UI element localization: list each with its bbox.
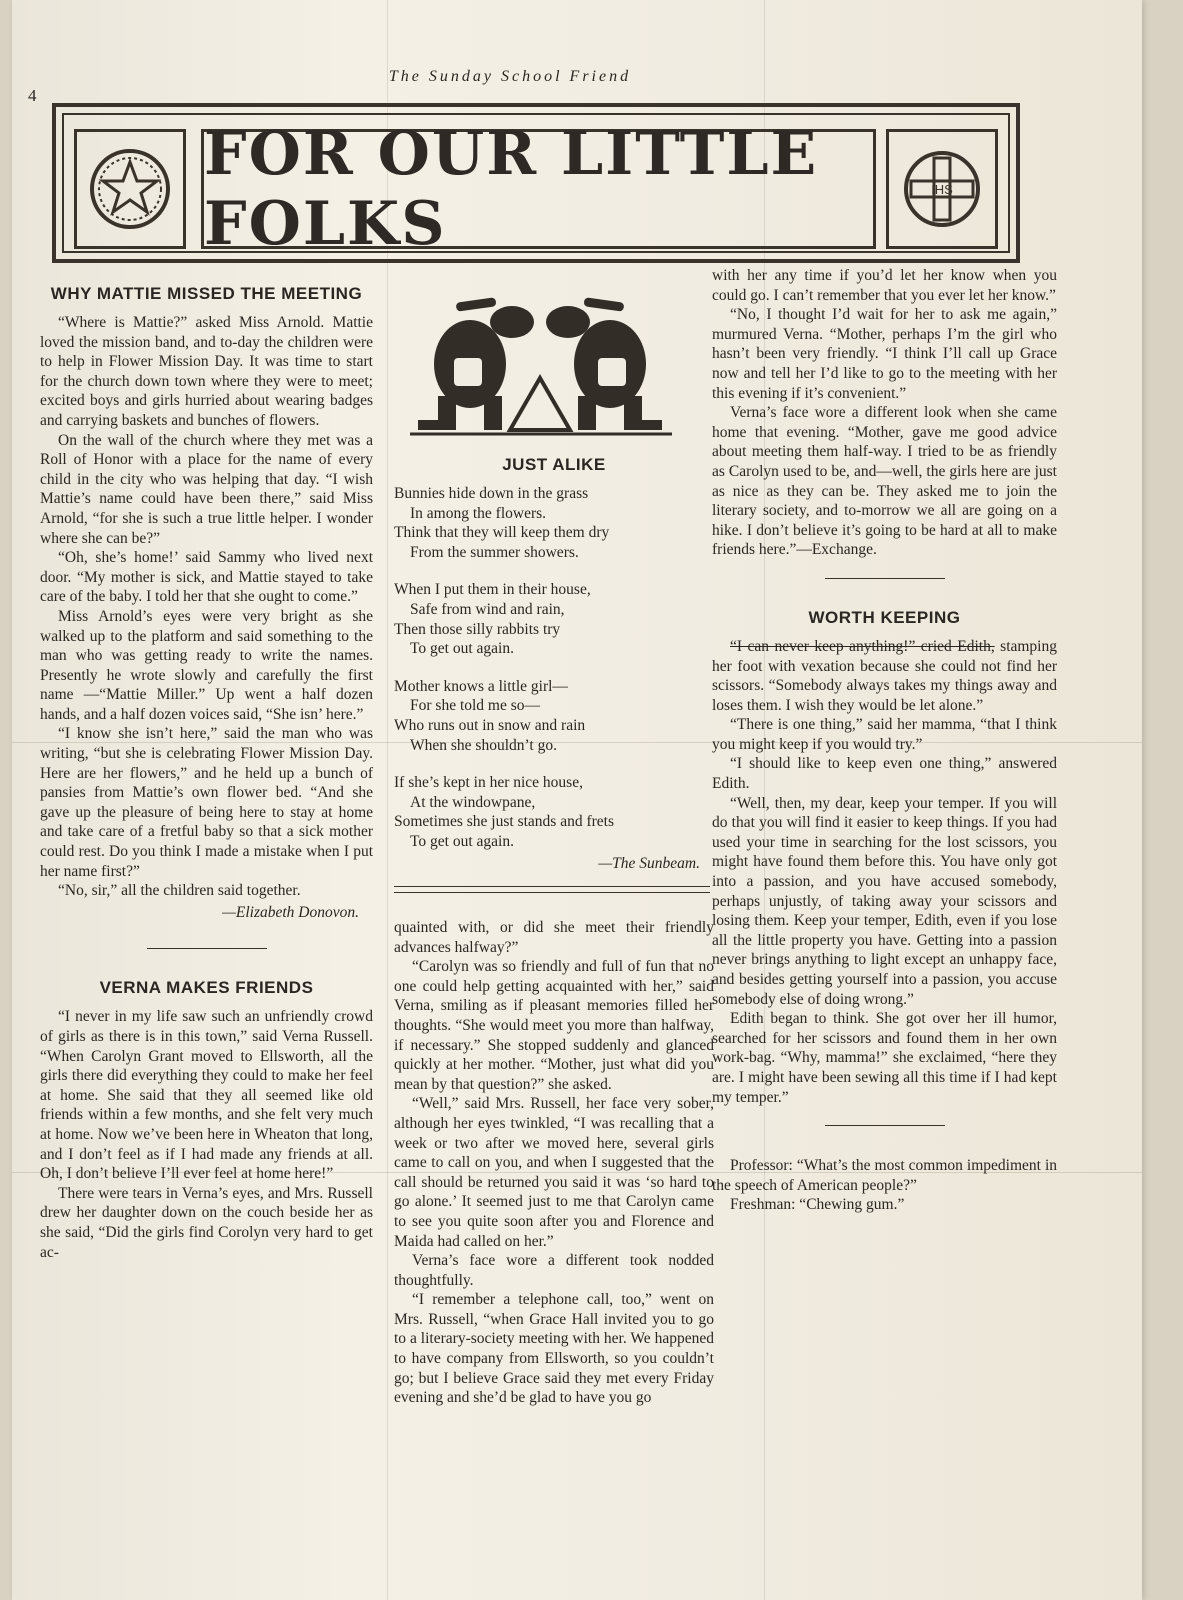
poem-line: Think that they will keep them dry: [394, 524, 610, 542]
poem-line: From the summer showers.: [410, 543, 579, 561]
poem-line: Bunnies hide down in the grass: [394, 485, 589, 502]
paragraph: Miss Arnold’s eyes were very bright as she walked up to the platform and said something to the man who was getting ready to write the names. Presently he wrote slowly and carefully the first name —“Mattie Miller.” Up went a half dozen hands, and a half dozen voices said, “She isn’ here.”: [40, 607, 373, 723]
paragraph: “I remember a telephone call, too,” went on Mrs. Russell, “when Grace Hall invited you to go to a literary-society meeting with her. We happened to have company from Ellsworth, so you couldn’t go; but I believe Grace said they met every Friday evening and she’d be glad to have you go: [394, 1291, 714, 1407]
column-2-continuation: [394, 918, 714, 1408]
paragraph: There were tears in Verna’s eyes, and Mrs. Russell drew her daughter down on the couch beside her as she said, “Did the girls find Corolyn very hard to get ac-: [40, 1184, 373, 1261]
column-3: [712, 266, 1057, 1215]
stanza: [394, 484, 714, 562]
poem-line: To get out again.: [410, 832, 514, 850]
article-title-mattie: WHY MATTIE MISSED THE MEETING: [50, 284, 363, 303]
joke-line: Freshman: “Chewing gum.”: [730, 1196, 905, 1214]
poem-line: Sometimes she just stands and frets: [394, 813, 614, 831]
joke-line: Professor: “What’s the most common impediment in the speech of American people?”: [712, 1157, 1057, 1194]
poem-line: Then those silly rabbits try: [394, 620, 561, 638]
poem-line: To get out again.: [410, 640, 514, 658]
paragraph: On the wall of the church where they met was a Roll of Honor with a place for the name of every child in the city who was helping that day. “I wish Mattie’s name could have been there,” said Miss Arnold, “for she is such a true little helper. I wonder where she can be?”: [40, 431, 373, 547]
poem-title: JUST ALIKE: [502, 455, 606, 474]
poem-line: Safe from wind and rain,: [410, 600, 565, 618]
poem-line: When I put them in their house,: [394, 581, 591, 599]
article-title-worth-keeping: WORTH KEEPING: [808, 607, 961, 627]
paragraph: “Oh, she’s home!’ said Sammy who lived next door. “My mother is sick, and Mattie stayed to take care of the baby. I told her that she ought to come.”: [40, 549, 373, 606]
paragraph: “There is one thing,” said her mamma, “that I think you might keep if you would try.”: [712, 716, 1057, 753]
column-2-poem: [394, 454, 714, 873]
paragraph: [712, 637, 1057, 715]
paragraph: Verna’s face wore a different took nodded thoughtfully.: [394, 1252, 714, 1289]
poem-line: In among the flowers.: [410, 504, 547, 522]
poem-line: For she told me so—: [410, 697, 541, 715]
stanza: [394, 580, 714, 658]
paragraph: “I never in my life saw such an unfriendly crowd of girls as there is in this town,” said Verna Russell. “When Carolyn Grant moved to Ellsworth, all the girls there did everything they could to make her feel at home. She said that they all seemed like old friends within a few months, and she felt very much at home. Now we’ve been here in Wheaton that long, and I don’t feel as if I had made any friends at all. Oh, I don’t believe I’ll ever feel at home here!”: [40, 1008, 373, 1183]
poem-line: When she shouldn’t go.: [410, 736, 557, 754]
star-emblem: [74, 129, 186, 249]
paragraph: with her any time if you’d let her know when you could go. I can’t remember that you ever let her know.”: [712, 267, 1057, 304]
paragraph: “Well,” said Mrs. Russell, her face very sober, although her eyes twinkled, “I was recalling that a week or two after we moved here, several girls came to call on you, and when I suggested that the call should be returned you said it was ‘so hard to go alone.’ It seemed just to me that Carolyn came to see you quite soon after you and Florence and Maida had called on her.”: [394, 1095, 714, 1250]
running-head: The Sunday School Friend: [388, 68, 632, 85]
double-rule-divider: [394, 886, 710, 893]
poem-line: If she’s kept in her nice house,: [394, 774, 583, 792]
poem-line: At the windowpane,: [410, 793, 536, 811]
poem-line: Who runs out in snow and rain: [394, 716, 586, 734]
rabbits-illustration: [410, 296, 672, 442]
column-1: [40, 283, 373, 1262]
struck-text: “I can never keep anything!” cried Edith,: [730, 637, 995, 655]
banner-title-box: [201, 119, 876, 259]
article-title-verna: VERNA MAKES FRIENDS: [99, 978, 314, 998]
paragraph: Verna’s face wore a different look when she came home that evening. “Mother, gave me good advice about meeting them half-way. I tried to be as friendly as Carolyn used to be, and—well, the girls here are just as nice as they can be. They asked me to join the literary society, and to-morrow we all are going on a hike. I don’t believe it’s going to be hard at all to make friends here.”—Exchange.: [712, 404, 1057, 559]
paragraph-text: stamping her foot with vexation because she could not find her scissors. “Somebody always takes my things away and loses them. I wish they would be let alone.”: [712, 637, 1057, 714]
article-credit: —Elizabeth Donovon.: [222, 903, 359, 921]
page-number: 4: [28, 86, 37, 105]
poem-body: [394, 484, 714, 873]
stanza: [394, 677, 714, 755]
paragraph: “I should like to keep even one thing,” answered Edith.: [712, 755, 1057, 793]
paragraph: “No, I thought I’d wait for her to ask me again,” murmured Verna. “Mother, perhaps I’m the girl who hasn’t been very friendly. “I think I’ll call up Grace now and tell her I’d like to go to the meeting with her this evening if it’s convenient.”: [712, 306, 1057, 402]
cross-emblem: [886, 129, 998, 249]
ihs-text: IHS: [931, 182, 953, 197]
paragraph: quainted with, or did she meet their friendly advances halfway?”: [394, 919, 714, 956]
paragraph: Edith began to think. She got over her ill humor, searched for her scissors and found them in her own work-bag. “Why, mamma!” she exclaimed, “here they are. I might have been sewing all this time if I had kept my temper.”: [712, 1010, 1057, 1106]
paragraph: “Where is Mattie?” asked Miss Arnold. Mattie loved the mission band, and to-day the children were to help in Flower Mission Day. It was time to start for the church down town where they were to meet; excited boys and girls hurried about wearing badges and carrying baskets and bunches of flowers.: [40, 314, 373, 429]
poem-line: Mother knows a little girl—: [394, 677, 568, 695]
paragraph: “I know she isn’t here,” said the man who was writing, “but she is celebrating Flower Mission Day. Here are her flowers,” and he held up a bunch of pansies from Mattie’s own flower bed. “And she gave up the pleasure of being here to stay at home and take care of a fretful baby so that a sick mother could rest. Do you think I made a mistake when I put her name first?”: [40, 725, 373, 880]
paragraph: “Well, then, my dear, keep your temper. If you will do that you will find it easier to keep things. If you had used your time in searching for the lost scissors, you might have found them before this. You have only got into a passion, and you have accused somebody, perhaps unjustly, of taking away your scissors and losing them. Keep your temper, Edith, even if you lose all the little property you have. Getting into a passion never brings anything to light except an unhappy face, and besides getting yourself into a passion, you accuse somebody else of doing wrong.”: [712, 794, 1057, 1008]
paragraph: “Carolyn was so friendly and full of fun that no one could help getting acquainted with her,” said Verna, smiling as if pleasant memories filled her thoughts. “She would meet you more than halfway, if necessary.” She stopped suddenly and glanced quickly at her mother. “Mother, just what did you mean by that question?” she asked.: [394, 958, 714, 1093]
poem-credit: —The Sunbeam.: [598, 854, 700, 872]
paragraph: “No, sir,” all the children said together.: [58, 882, 301, 900]
banner-title: FOR OUR LITTLE FOLKS: [204, 119, 819, 259]
section-banner: [52, 103, 1020, 263]
stanza: [394, 773, 714, 851]
